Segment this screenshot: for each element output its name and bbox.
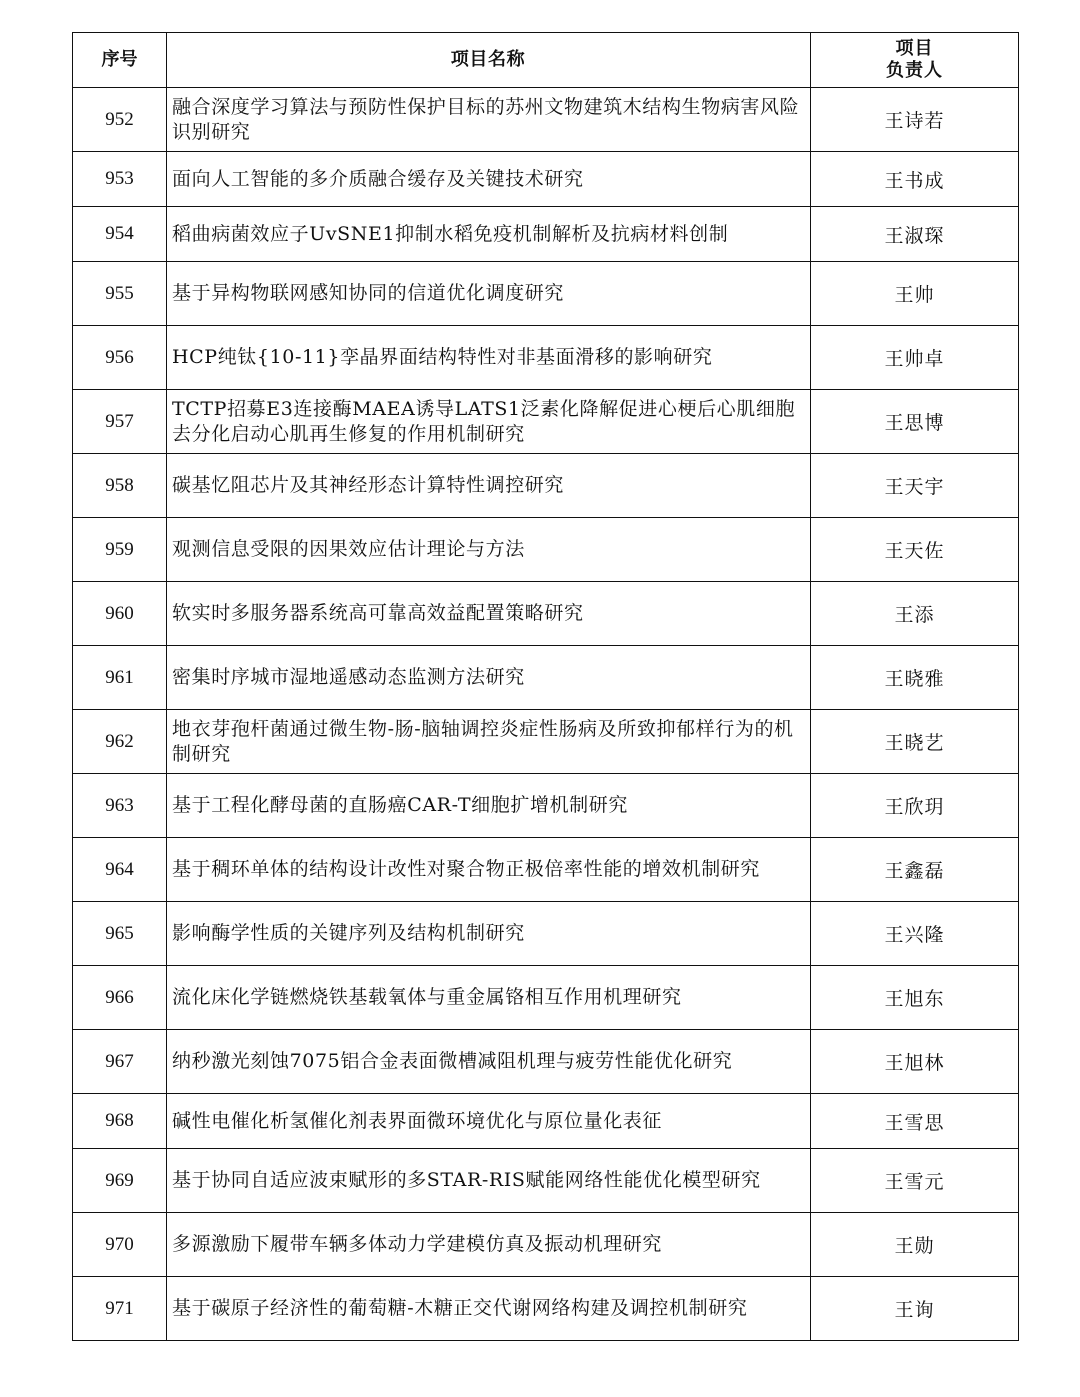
- row-number: 957: [73, 390, 167, 454]
- header-name: 项目名称: [167, 33, 811, 88]
- row-number: 966: [73, 966, 167, 1030]
- row-number: 961: [73, 646, 167, 710]
- project-name: 观测信息受限的因果效应估计理论与方法: [167, 518, 811, 582]
- project-leader: 王询: [811, 1277, 1019, 1341]
- project-leader: 王帅卓: [811, 326, 1019, 390]
- project-name: 基于异构物联网感知协同的信道优化调度研究: [167, 262, 811, 326]
- project-leader: 王鑫磊: [811, 838, 1019, 902]
- row-number: 959: [73, 518, 167, 582]
- project-leader: 王添: [811, 582, 1019, 646]
- row-number: 955: [73, 262, 167, 326]
- table-header-row: [73, 33, 1019, 88]
- project-leader: 王雪元: [811, 1149, 1019, 1213]
- table-row: [73, 207, 1019, 262]
- project-table: [72, 32, 1019, 1341]
- project-name: 影响酶学性质的关键序列及结构机制研究: [167, 902, 811, 966]
- project-leader: 王诗若: [811, 88, 1019, 152]
- table-row: [73, 774, 1019, 838]
- header-leader-line2: 负责人: [886, 60, 943, 81]
- row-number: 962: [73, 710, 167, 774]
- table-row: [73, 152, 1019, 207]
- project-name: 碱性电催化析氢催化剂表界面微环境优化与原位量化表征: [167, 1094, 811, 1149]
- project-leader: 王旭林: [811, 1030, 1019, 1094]
- project-name: 基于稠环单体的结构设计改性对聚合物正极倍率性能的增效机制研究: [167, 838, 811, 902]
- header-num: 序号: [73, 33, 167, 88]
- table-row: [73, 1149, 1019, 1213]
- project-leader: 王淑琛: [811, 207, 1019, 262]
- table-row: [73, 646, 1019, 710]
- project-name: 多源激励下履带车辆多体动力学建模仿真及振动机理研究: [167, 1213, 811, 1277]
- table-row: [73, 518, 1019, 582]
- project-leader: 王兴隆: [811, 902, 1019, 966]
- table-row: [73, 710, 1019, 774]
- project-leader: 王思博: [811, 390, 1019, 454]
- row-number: 970: [73, 1213, 167, 1277]
- project-name: TCTP招募E3连接酶MAEA诱导LATS1泛素化降解促进心梗后心肌细胞去分化启动心肌再生修复的作用机制研究: [167, 390, 811, 454]
- table-row: [73, 326, 1019, 390]
- row-number: 968: [73, 1094, 167, 1149]
- project-leader: 王旭东: [811, 966, 1019, 1030]
- project-name: 流化床化学链燃烧铁基载氧体与重金属铬相互作用机理研究: [167, 966, 811, 1030]
- project-name: 密集时序城市湿地遥感动态监测方法研究: [167, 646, 811, 710]
- table-row: [73, 1094, 1019, 1149]
- row-number: 954: [73, 207, 167, 262]
- table-row: [73, 902, 1019, 966]
- table-row: [73, 1277, 1019, 1341]
- project-leader: 王晓艺: [811, 710, 1019, 774]
- table-row: [73, 582, 1019, 646]
- project-name: 基于协同自适应波束赋形的多STAR-RIS赋能网络性能优化模型研究: [167, 1149, 811, 1213]
- table-row: [73, 966, 1019, 1030]
- project-name: 融合深度学习算法与预防性保护目标的苏州文物建筑木结构生物病害风险识别研究: [167, 88, 811, 152]
- project-name: 纳秒激光刻蚀7075铝合金表面微槽减阻机理与疲劳性能优化研究: [167, 1030, 811, 1094]
- table-row: [73, 1213, 1019, 1277]
- row-number: 969: [73, 1149, 167, 1213]
- row-number: 967: [73, 1030, 167, 1094]
- table-row: [73, 390, 1019, 454]
- project-leader: 王雪思: [811, 1094, 1019, 1149]
- project-leader: 王书成: [811, 152, 1019, 207]
- project-name: 稻曲病菌效应子UvSNE1抑制水稻免疫机制解析及抗病材料创制: [167, 207, 811, 262]
- project-name: 面向人工智能的多介质融合缓存及关键技术研究: [167, 152, 811, 207]
- row-number: 971: [73, 1277, 167, 1341]
- table-row: [73, 262, 1019, 326]
- table-row: [73, 454, 1019, 518]
- project-leader: 王晓雅: [811, 646, 1019, 710]
- table-row: [73, 88, 1019, 152]
- row-number: 965: [73, 902, 167, 966]
- row-number: 952: [73, 88, 167, 152]
- row-number: 964: [73, 838, 167, 902]
- header-leader: [811, 33, 1019, 88]
- row-number: 956: [73, 326, 167, 390]
- project-name: 地衣芽孢杆菌通过微生物-肠-脑轴调控炎症性肠病及所致抑郁样行为的机制研究: [167, 710, 811, 774]
- project-name: 软实时多服务器系统高可靠高效益配置策略研究: [167, 582, 811, 646]
- header-leader-line1: 项目: [895, 38, 934, 59]
- row-number: 960: [73, 582, 167, 646]
- project-leader: 王天宇: [811, 454, 1019, 518]
- row-number: 963: [73, 774, 167, 838]
- project-name: 基于碳原子经济性的葡萄糖-木糖正交代谢网络构建及调控机制研究: [167, 1277, 811, 1341]
- project-leader: 王勋: [811, 1213, 1019, 1277]
- project-leader: 王帅: [811, 262, 1019, 326]
- project-name: HCP纯钛{10-11}孪晶界面结构特性对非基面滑移的影响研究: [167, 326, 811, 390]
- project-leader: 王欣玥: [811, 774, 1019, 838]
- project-name: 基于工程化酵母菌的直肠癌CAR-T细胞扩增机制研究: [167, 774, 811, 838]
- project-leader: 王天佐: [811, 518, 1019, 582]
- table-row: [73, 1030, 1019, 1094]
- project-name: 碳基忆阻芯片及其神经形态计算特性调控研究: [167, 454, 811, 518]
- row-number: 958: [73, 454, 167, 518]
- table-row: [73, 838, 1019, 902]
- row-number: 953: [73, 152, 167, 207]
